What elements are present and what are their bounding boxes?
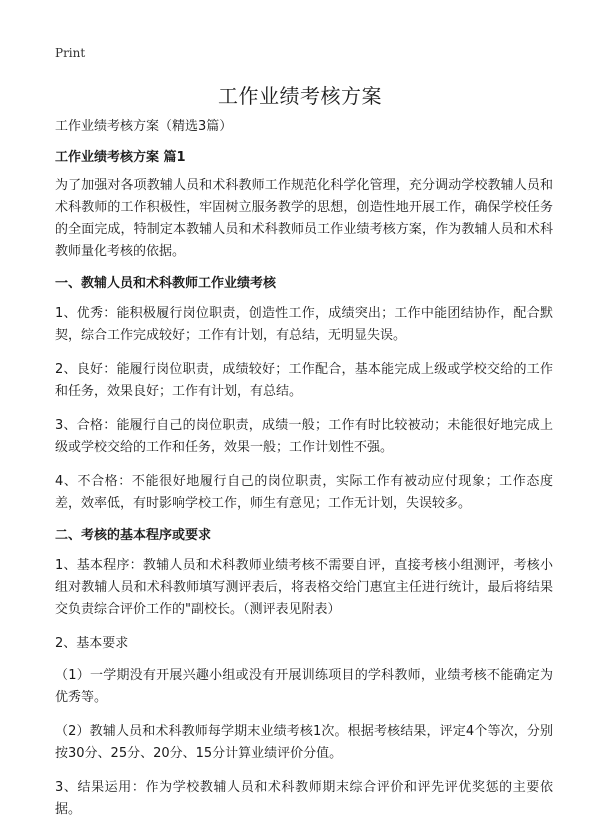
section-2-heading: 二、考核的基本程序或要求 bbox=[55, 528, 212, 543]
criteria-good: 2、良好：能履行岗位职责，成绩较好；工作配合，基本能完成上级或学校交给的工作和任务，效果良好；工作有计划，有总结。 bbox=[55, 362, 553, 399]
criteria-fail: 4、不合格：不能很好地履行自己的岗位职责，实际工作有被动应付现象；工作态度差，效率低，有时影响学校工作，师生有意见；工作无计划，失误较多。 bbox=[55, 474, 553, 511]
section-1-heading: 一、教辅人员和术科教师工作业绩考核 bbox=[55, 276, 277, 291]
print-link[interactable]: Print bbox=[55, 46, 86, 60]
article-heading: 工作业绩考核方案 篇1 bbox=[55, 150, 186, 165]
requirement-2: （2）教辅人员和术科教师每学期末业绩考核1次。根据考核结果，评定4个等次，分别按30分、25分、20分、15分计算业绩评价分值。 bbox=[55, 724, 553, 761]
procedure-paragraph: 1、基本程序：教辅人员和术科教师业绩考核不需要自评，直接考核小组测评，考核小组对教辅人员和术科教师填写测评表后，将表格交给门惠宜主任进行统计，最后将结果交负责综合评价工作的"副校长。（测评表见附表） bbox=[55, 558, 553, 617]
document-subtitle: 工作业绩考核方案（精选3篇） bbox=[55, 119, 233, 134]
results-usage: 3、结果运用：作为学校教辅人员和术科教师期末综合评价和评先评优奖惩的主要依据。 bbox=[55, 780, 553, 817]
criteria-excellent: 1、优秀：能积极履行岗位职责，创造性工作，成绩突出；工作中能团结协作，配合默契，综合工作完成较好；工作有计划，有总结，无明显失误。 bbox=[55, 306, 553, 343]
page-title: 工作业绩考核方案 bbox=[218, 84, 382, 108]
criteria-pass: 3、合格：能履行自己的岗位职责，成绩一般；工作有时比较被动；未能很好地完成上级或学校交给的工作和任务，效果一般；工作计划性不强。 bbox=[55, 418, 553, 455]
intro-paragraph: 为了加强对各项教辅人员和术科教师工作规范化科学化管理，充分调动学校教辅人员和术科教师的工作积极性，牢固树立服务教学的思想，创造性地开展工作，确保学校任务的全面完成，特制定本教辅人员和术科教师员工作业绩考核方案，作为教辅人员和术科教师量化考核的依据。 bbox=[55, 178, 553, 259]
requirement-1: （1）一学期没有开展兴趣小组或没有开展训练项目的学科教师，业绩考核不能确定为优秀等。 bbox=[55, 668, 553, 705]
document-body bbox=[55, 118, 553, 833]
requirements-label: 2、基本要求 bbox=[55, 636, 129, 651]
